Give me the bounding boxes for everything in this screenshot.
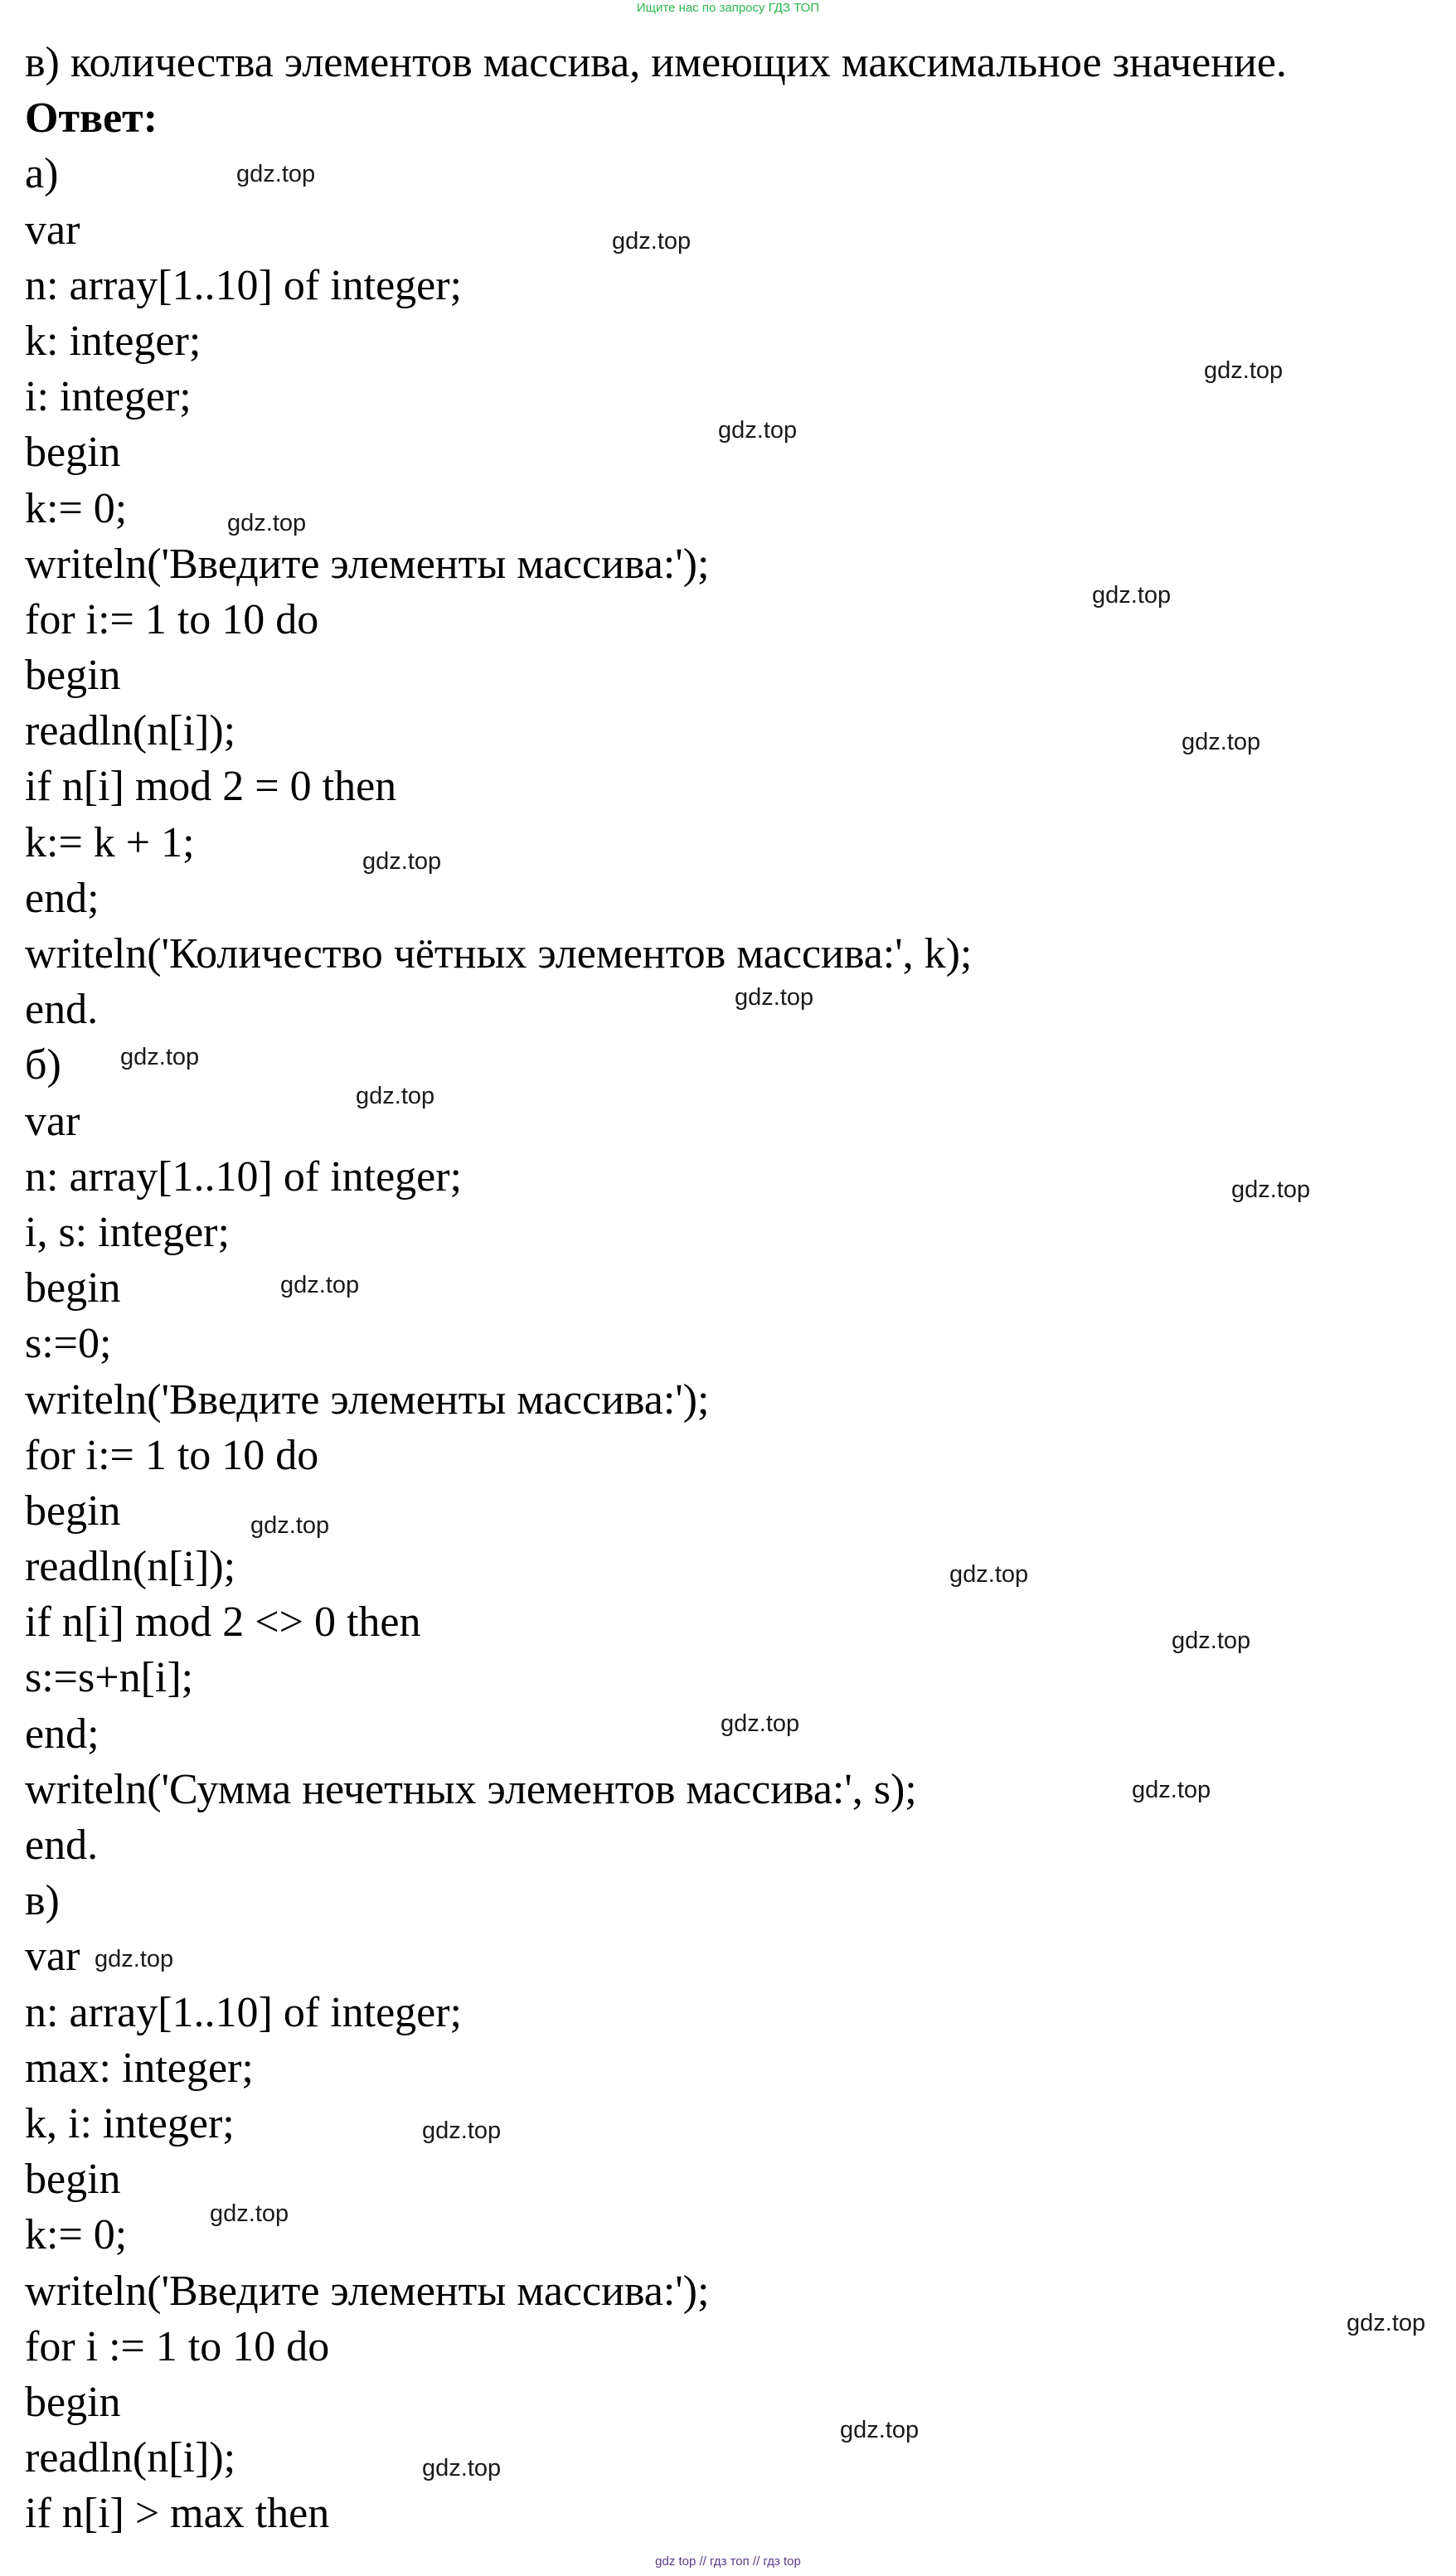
watermark: gdz.top	[735, 984, 814, 1011]
text-line: в)	[25, 1877, 60, 1925]
watermark: gdz.top	[95, 1946, 174, 1972]
text-line: for i:= 1 to 10 do	[25, 1431, 319, 1479]
watermark: gdz.top	[236, 161, 316, 187]
watermark: gdz.top	[1182, 729, 1261, 755]
text-line: i, s: integer;	[25, 1208, 230, 1256]
text-line: readln(n[i]);	[25, 2434, 236, 2482]
text-line: readln(n[i]);	[25, 1543, 236, 1591]
text-line: k:= k + 1;	[25, 818, 195, 866]
text-line: n: array[1..10] of integer;	[25, 1988, 463, 2036]
text-line: n: array[1..10] of integer;	[25, 1152, 463, 1201]
watermark: gdz.top	[612, 228, 692, 255]
text-line: k, i: integer;	[25, 2099, 235, 2147]
text-line: k: integer;	[25, 317, 201, 365]
bottom-banner: gdz top // гдз топ // гдз top	[655, 2554, 801, 2569]
watermark: gdz.top	[120, 1044, 200, 1070]
text-line: end.	[25, 986, 99, 1034]
watermark: gdz.top	[1231, 1176, 1311, 1203]
watermark: gdz.top	[1092, 582, 1172, 609]
answer-heading: Ответ:	[25, 95, 158, 143]
text-line: writeln('Количество чётных элементов массива:', k);	[25, 930, 973, 978]
watermark: gdz.top	[1172, 1628, 1251, 1654]
text-line: begin	[25, 1487, 121, 1535]
text-line: writeln('Введите элементы массива:');	[25, 1375, 710, 1424]
text-line: end;	[25, 874, 99, 922]
document-body	[25, 35, 1451, 2541]
watermark: gdz.top	[1204, 357, 1284, 384]
text-line: writeln('Сумма нечетных элементов массива:', s);	[25, 1765, 917, 1813]
text-line: writeln('Введите элементы массива:');	[25, 2267, 710, 2315]
text-line: s:=0;	[25, 1320, 112, 1368]
text-line: в) количества элементов массива, имеющих максимальное значение.	[25, 39, 1287, 86]
text-line: if n[i] mod 2 = 0 then	[25, 763, 397, 811]
watermark: gdz.top	[718, 417, 798, 444]
text-line: var	[25, 1097, 80, 1145]
text-line: begin	[25, 2378, 121, 2426]
text-line: readln(n[i]);	[25, 707, 236, 755]
text-line: var	[25, 1933, 80, 1981]
watermark: gdz.top	[949, 1561, 1029, 1588]
watermark: gdz.top	[721, 1710, 800, 1737]
watermark: gdz.top	[227, 510, 307, 536]
text-line: begin	[25, 2156, 121, 2204]
text-line: begin	[25, 429, 121, 477]
text-line: if n[i] mod 2 <> 0 then	[25, 1598, 421, 1647]
text-line: for i:= 1 to 10 do	[25, 595, 319, 643]
text-line: n: array[1..10] of integer;	[25, 261, 463, 309]
text-line: а)	[25, 150, 59, 198]
text-line: var	[25, 206, 80, 254]
watermark: gdz.top	[210, 2200, 289, 2227]
text-line: begin	[25, 1264, 121, 1312]
watermark: gdz.top	[422, 2455, 502, 2481]
watermark: gdz.top	[362, 848, 442, 875]
watermark: gdz.top	[356, 1083, 435, 1109]
text-line: б)	[25, 1041, 61, 1089]
text-line: max: integer;	[25, 2044, 254, 2092]
text-line: end.	[25, 1822, 99, 1869]
text-line: k:= 0;	[25, 484, 128, 532]
watermark: gdz.top	[422, 2118, 502, 2144]
text-line: k:= 0;	[25, 2211, 128, 2259]
text-line: if n[i] > max then	[25, 2490, 330, 2538]
watermark: gdz.top	[840, 2417, 920, 2443]
watermark: gdz.top	[280, 1272, 360, 1298]
text-line: for i := 1 to 10 do	[25, 2322, 330, 2370]
watermark: gdz.top	[1132, 1777, 1211, 1803]
text-line: i: integer;	[25, 373, 192, 421]
watermark: gdz.top	[250, 1512, 330, 1539]
text-line: begin	[25, 652, 121, 700]
watermark: gdz.top	[1347, 2310, 1426, 2336]
text-line: end;	[25, 1710, 99, 1758]
top-banner: Ищите нас по запросу ГДЗ ТОП	[636, 1, 820, 15]
text-line: s:=s+n[i];	[25, 1654, 194, 1702]
text-line: writeln('Введите элементы массива:');	[25, 540, 710, 588]
